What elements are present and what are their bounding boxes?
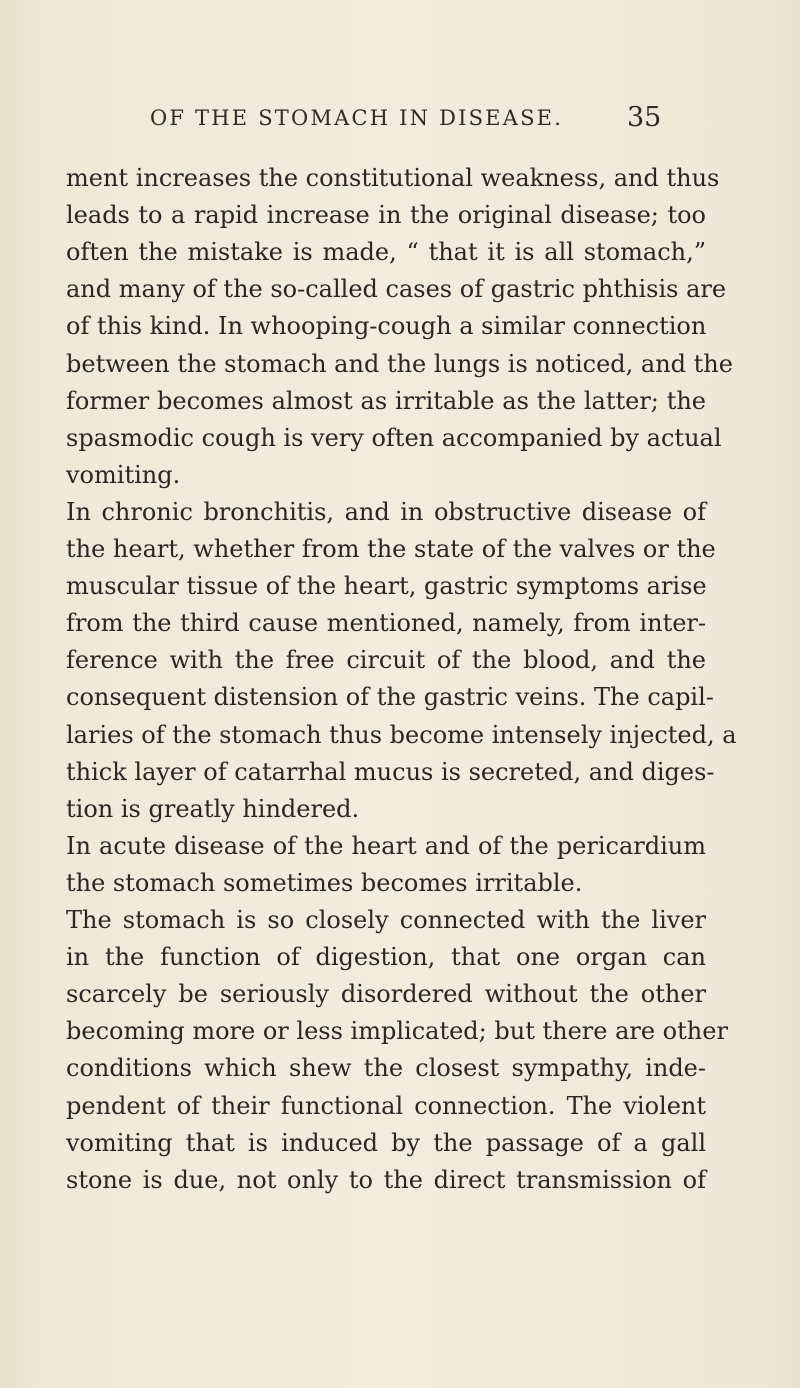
text-line: leads to a rapid increase in the original disease; too [66,201,706,230]
text-line: pendent of their functional connection. The violent [66,1091,706,1120]
text-line: from the third cause mentioned, namely, from inter- [66,609,706,638]
text-line: The stomach is so closely connected with the liver [66,906,706,934]
text-line: the heart, whether from the state of the valves or the [66,535,716,563]
text-line: vomiting. [66,460,181,489]
text-line: of this kind. In whooping-cough a similar connection [66,312,707,341]
text-line: spasmodic cough is very often accompanied by actual [66,423,722,452]
text-line: in the function of digestion, that one organ can [66,943,706,972]
text-line: In chronic bronchitis, and in obstructive disease of [66,497,706,526]
running-title: OF THE STOMACH IN DISEASE. [150,106,564,130]
text-line: becoming more or less implicated; but there are other [66,1017,728,1046]
text-line: vomiting that is induced by the passage of a gall [66,1128,706,1157]
page-number: 35 [627,102,662,133]
text-line: thick layer of catarrhal mucus is secreted, and diges- [66,757,715,786]
text-line: muscular tissue of the heart, gastric symptoms arise [66,572,707,601]
text-line: ment increases the constitutional weakness, and thus [66,164,720,192]
text-line: between the stomach and the lungs is noticed, and the [66,349,733,378]
text-line: laries of the stomach thus become intensely injected, a [66,720,737,749]
text-line: scarcely be seriously disordered without the other [66,980,706,1009]
text-line: stone is due, not only to the direct transmission of [66,1165,706,1194]
text-line: conditions which shew the closest sympathy, inde- [66,1054,706,1083]
text-line: ference with the free circuit of the blood, and the [66,646,706,675]
text-line: consequent distension of the gastric veins. The capil- [66,683,714,712]
text-line: former becomes almost as irritable as the latter; the [66,386,706,415]
text-line: In acute disease of the heart and of the pericardium [66,831,706,860]
page-header [0,102,800,146]
text-line: tion is greatly hindered. [66,794,360,823]
text-line: the stomach sometimes becomes irritable. [66,868,583,897]
text-line: often the mistake is made, “ that it is all stomach,” [66,238,706,267]
text-line: and many of the so-called cases of gastric phthisis are [66,275,727,304]
